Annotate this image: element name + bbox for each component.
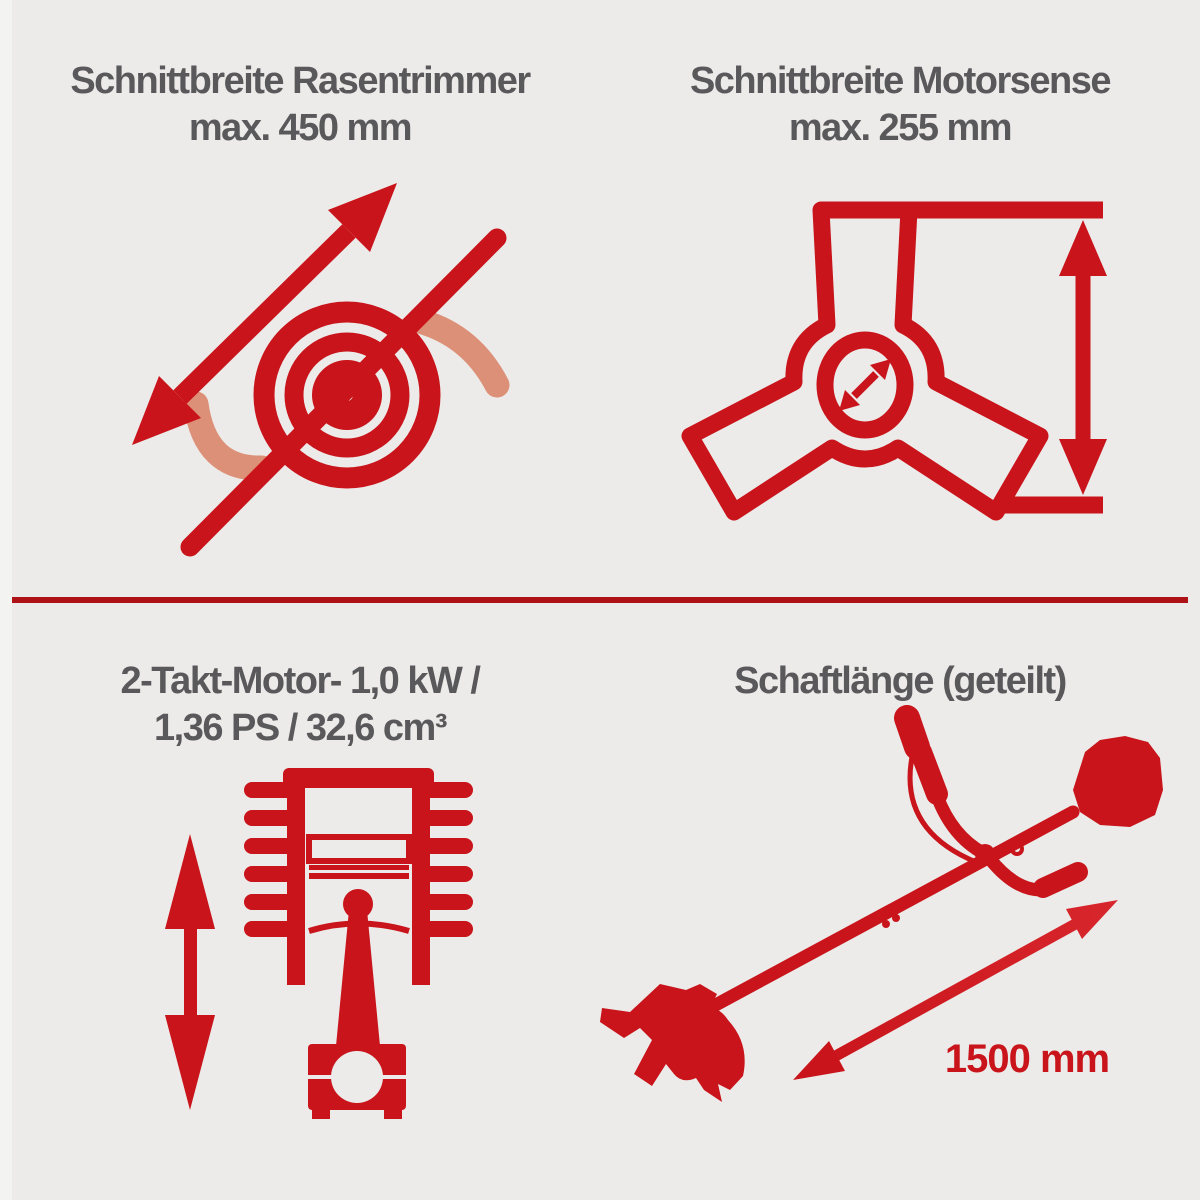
blade-outline (690, 210, 1040, 512)
trimmer-string-line (190, 238, 497, 547)
title-engine-line1: 2-Takt-Motor- 1,0 kW / (120, 660, 480, 702)
title-blade-width (600, 58, 1200, 152)
title-blade-width-line2: max. 255 mm (788, 107, 1012, 149)
title-engine-line2: 1,36 PS / 32,6 cm³ (154, 707, 446, 749)
piston-cylinder-icon (0, 604, 600, 1200)
title-shaft-length-line1: Schaftlänge (geteilt) (734, 660, 1066, 702)
title-trimmer-width (0, 58, 600, 152)
brushcutter-icon (600, 604, 1200, 1200)
title-trimmer-width-line2: max. 450 mm (188, 107, 412, 149)
hub-diameter-arrow (839, 359, 891, 411)
section-divider-line (12, 597, 1188, 603)
title-blade-width-line1: Schnittbreite Motorsense (689, 60, 1111, 102)
shaft-length-value: 1500 mm (944, 1037, 1110, 1081)
three-tooth-blade-icon (600, 150, 1200, 598)
title-trimmer-width-line1: Schnittbreite Rasentrimmer (70, 60, 530, 102)
trimmer-spool-icon (0, 150, 600, 598)
piston-and-rod (308, 837, 409, 1119)
engine-block (1073, 736, 1163, 827)
piston-stroke-double-arrow (165, 834, 215, 1110)
